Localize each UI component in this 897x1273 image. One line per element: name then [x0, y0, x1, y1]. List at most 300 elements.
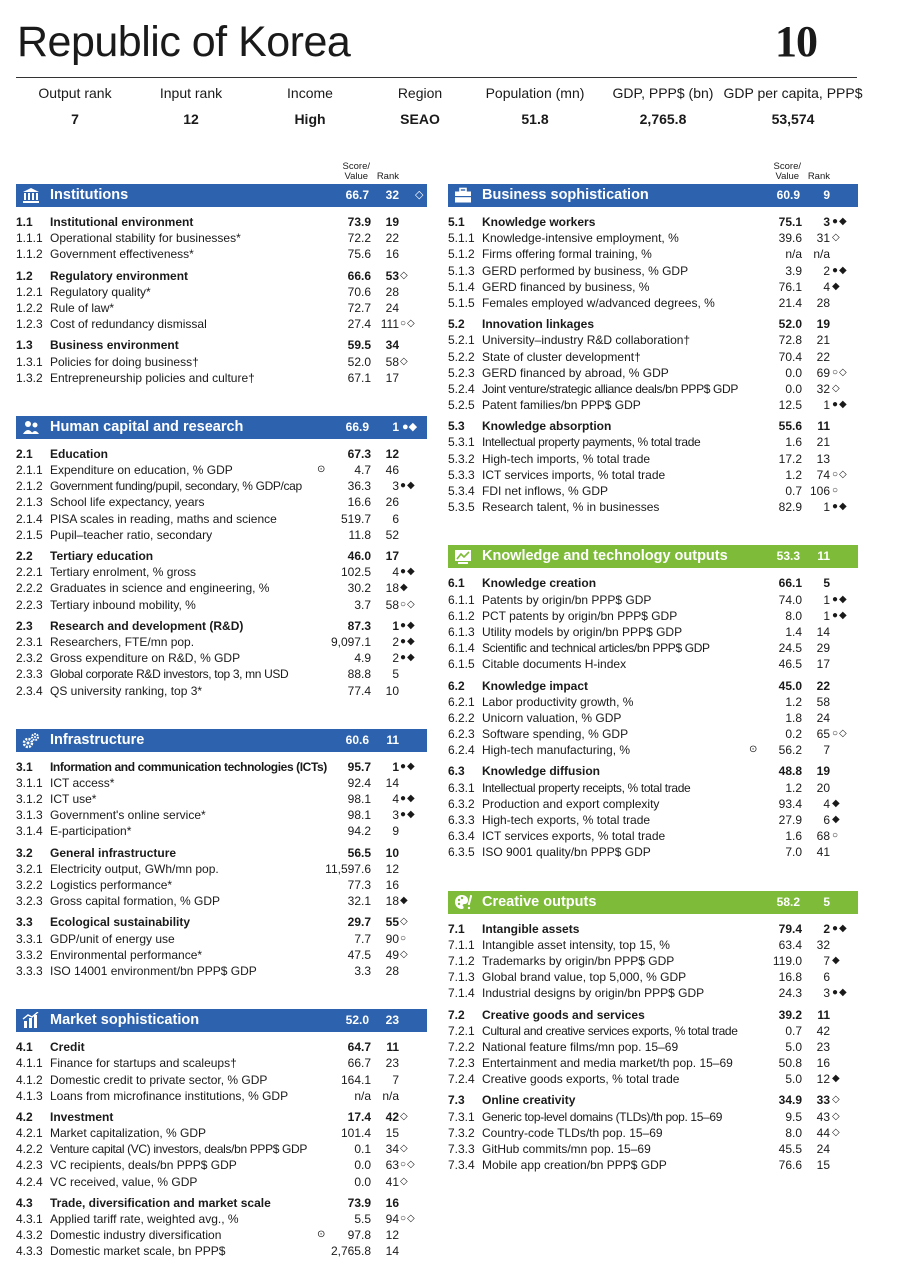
row-label: Education: [50, 446, 109, 461]
row-rank: 4: [823, 279, 830, 294]
page-number: 10: [775, 17, 817, 66]
row-number: 3.2.1: [16, 861, 43, 876]
strength-weakness-flag: ◇: [400, 1143, 409, 1155]
row-rank: 22: [385, 231, 399, 246]
pillar-spacer: [448, 528, 858, 545]
row-rank: 18: [385, 894, 399, 909]
row-number: 3.3: [16, 915, 33, 930]
pillar-rank: 11: [386, 732, 399, 747]
row-number: 7.2.1: [448, 1023, 475, 1038]
indicator-row: [16, 316, 427, 332]
row-rank: 1: [823, 500, 830, 515]
score-header-line: Value: [344, 171, 369, 182]
row-label: Gross expenditure on R&D, % GDP: [50, 651, 241, 666]
summary-gdp: [598, 84, 728, 128]
row-number: 7.3: [448, 1093, 465, 1108]
indicator-row: [448, 624, 858, 640]
pillar-score: 53.3: [776, 549, 800, 564]
row-rank: 28: [385, 284, 399, 299]
row-number: 6.3: [448, 764, 465, 779]
row-label: General infrastructure: [50, 845, 177, 860]
indicator-row: [448, 608, 858, 624]
row-label: Intellectual property payments, % total trade: [482, 435, 701, 450]
row-number: 1.3.1: [16, 354, 43, 369]
row-number: 6.2.4: [448, 743, 475, 758]
strength-weakness-flag: ◇: [400, 355, 409, 367]
row-label: High-tech manufacturing, %: [482, 743, 631, 758]
row-rank: 12: [385, 1228, 399, 1243]
indicator-row: [448, 451, 858, 467]
row-score: 45.5: [778, 1142, 802, 1156]
row-rank: 6: [392, 511, 399, 526]
strength-weakness-flag: ●◆: [400, 480, 416, 492]
row-number: 6.2: [448, 678, 465, 693]
row-rank: 7: [823, 743, 830, 758]
row-number: 3.1.3: [16, 808, 43, 823]
row-rank: 16: [816, 1056, 830, 1071]
strength-weakness-flag: ●◆: [400, 635, 416, 647]
indicator-row: [448, 349, 858, 365]
pillar-score: 52.0: [345, 1013, 369, 1028]
strength-weakness-flag: ○: [400, 932, 408, 944]
row-label: E-participation*: [50, 824, 132, 839]
pillar-flag: ◇: [415, 189, 424, 201]
indicator-row: [448, 780, 858, 796]
strength-weakness-flag: ◇: [832, 382, 841, 394]
row-score: 1.8: [785, 710, 802, 725]
row-score: 72.2: [347, 231, 371, 246]
row-rank: 23: [385, 1056, 399, 1071]
row-number: 3.1.2: [16, 792, 43, 807]
row-number: 4.1.2: [16, 1072, 43, 1087]
row-score: 519.7: [340, 511, 371, 526]
row-score: 46.0: [347, 549, 371, 563]
row-number: 7.2.3: [448, 1056, 475, 1071]
subpillar-row: [448, 316, 858, 332]
row-number: 1.2: [16, 268, 33, 283]
row-label: Tertiary education: [50, 549, 154, 563]
row-number: 4.1: [16, 1040, 33, 1055]
row-number: 5.2.2: [448, 349, 475, 364]
subpillar-row: [448, 575, 858, 591]
row-score: 5.0: [785, 1072, 802, 1087]
row-rank: 29: [816, 641, 830, 656]
row-number: 6.3.5: [448, 845, 475, 860]
row-score: 24.5: [778, 641, 802, 656]
row-label: Online creativity: [482, 1093, 576, 1108]
indicator-row: [16, 462, 427, 478]
row-rank: 12: [385, 446, 399, 461]
row-number: 7.1: [448, 921, 465, 936]
row-number: 3.1.1: [16, 775, 43, 790]
subpillar-row: [16, 1039, 427, 1055]
strength-weakness-flag: ◆: [832, 280, 841, 292]
pillar-spacer: [16, 399, 427, 416]
row-label: VC received, value, % GDP: [50, 1174, 198, 1189]
subpillar-row: [16, 337, 427, 353]
row-number: 5.1.2: [448, 247, 475, 262]
strength-weakness-flag: ●◆: [832, 922, 848, 934]
row-rank: 24: [385, 300, 399, 315]
row-number: 5.1.3: [448, 263, 475, 278]
row-score: 17.2: [778, 451, 802, 466]
row-label: Production and export complexity: [482, 796, 660, 811]
row-score: 66.7: [347, 1056, 371, 1071]
row-label: Entrepreneurship policies and culture†: [50, 370, 255, 385]
pillar-spacer: [16, 979, 427, 992]
row-rank: 1: [392, 618, 399, 633]
row-rank: 52: [385, 527, 399, 542]
pillar-spacer: [448, 515, 858, 528]
row-number: 6.3.4: [448, 829, 475, 844]
row-label: Domestic market scale, bn PPP$: [50, 1244, 226, 1259]
header-rule: [16, 77, 857, 78]
subpillar-row: [448, 214, 858, 230]
row-label: Operational stability for businesses*: [50, 231, 241, 246]
indicator-row: [16, 1055, 427, 1071]
summary-population: [470, 84, 600, 128]
summary-value: High: [294, 111, 326, 127]
strength-weakness-flag: ●◆: [400, 793, 416, 805]
row-rank: 42: [816, 1023, 830, 1038]
row-number: 6.1: [448, 576, 465, 591]
row-rank: 46: [385, 463, 399, 478]
indicator-row: [448, 812, 858, 828]
row-label: Generic top-level domains (TLDs)/th pop. 15–69: [482, 1109, 723, 1124]
row-number: 3.1: [16, 759, 33, 774]
row-score: 4.7: [354, 463, 371, 478]
row-rank: 11: [817, 419, 830, 434]
row-number: 2.1.1: [16, 463, 43, 478]
row-label: Credit: [50, 1040, 85, 1055]
row-number: 6.1.5: [448, 657, 475, 672]
row-score: 12.5: [778, 398, 802, 413]
indicator-row: [448, 592, 858, 608]
row-score: 24.3: [778, 986, 802, 1001]
row-rank: 41: [385, 1174, 399, 1189]
row-score: 11.8: [348, 527, 371, 542]
row-rank: 31: [816, 231, 830, 246]
row-rank: 9: [392, 824, 399, 839]
row-label: Rule of law*: [50, 300, 115, 315]
row-score: 119.0: [772, 953, 802, 968]
row-number: 3.2: [16, 845, 33, 860]
strength-weakness-flag: ○◇: [400, 1213, 416, 1224]
pillar-rank: 11: [817, 549, 830, 564]
row-rank: 68: [816, 829, 830, 844]
row-score: 73.9: [347, 1195, 371, 1210]
row-rank: 10: [385, 845, 399, 860]
strength-weakness-flag: ●◆: [400, 760, 416, 772]
row-rank: 4: [392, 565, 399, 580]
row-number: 4.3.1: [16, 1212, 43, 1226]
subpillar-row: [448, 678, 858, 694]
subpillar-row: [16, 845, 427, 861]
indicator-row: [448, 953, 858, 969]
indicator-row: [16, 300, 427, 316]
row-score: 67.1: [347, 370, 371, 385]
people-icon: [22, 419, 40, 436]
indicator-row: [448, 1125, 858, 1141]
row-score: 98.1: [347, 808, 371, 823]
row-score: 66.6: [347, 268, 371, 283]
row-rank: 19: [816, 764, 830, 779]
row-number: 4.2.2: [16, 1142, 43, 1157]
row-rank: 74: [816, 467, 830, 482]
pillar-score: 60.6: [345, 732, 369, 747]
row-number: 1.1.1: [16, 231, 43, 246]
row-label: Intangible asset intensity, top 15, %: [482, 937, 670, 952]
summary-label: Population (mn): [485, 85, 585, 101]
row-label: Patents by origin/bn PPP$ GDP: [482, 592, 652, 607]
indicator-row: [448, 499, 858, 515]
indicator-row: [16, 478, 427, 494]
indicator-row: [16, 963, 427, 979]
row-number: 7.2: [448, 1007, 465, 1022]
row-label: Country-code TLDs/th pop. 15–69: [482, 1125, 663, 1140]
row-number: 3.1.4: [16, 824, 43, 839]
row-label: GERD financed by abroad, % GDP: [482, 365, 669, 380]
row-score: 1.6: [785, 829, 802, 844]
row-label: Venture capital (VC) investors, deals/bn PPP$ GDP: [50, 1142, 307, 1157]
row-rank: 69: [816, 365, 830, 380]
row-number: 5.2.1: [448, 333, 475, 348]
row-number: 7.3.1: [448, 1109, 475, 1124]
summary-gdp-per-capita: [718, 84, 868, 128]
row-score: 164.1: [340, 1072, 371, 1087]
row-label: Creative goods exports, % total trade: [482, 1072, 680, 1087]
row-score: 4.9: [354, 651, 371, 666]
row-score: 0.2: [785, 727, 802, 742]
score-header: [774, 162, 801, 182]
row-label: Cost of redundancy dismissal: [50, 317, 207, 332]
pillar-score: 60.9: [776, 188, 800, 202]
row-score: 36.3: [347, 479, 371, 494]
row-label: Trademarks by origin/bn PPP$ GDP: [482, 953, 675, 968]
indicator-row: [448, 937, 858, 953]
summary-value: 7: [71, 111, 79, 127]
indicator-row: [448, 1039, 858, 1055]
indicator-row: [448, 985, 858, 1001]
row-rank: 17: [385, 549, 399, 563]
row-label: VC recipients, deals/bn PPP$ GDP: [50, 1158, 237, 1173]
indicator-row: [16, 634, 427, 650]
row-rank: 5: [823, 576, 830, 591]
row-rank: n/a: [382, 1088, 399, 1103]
row-rank: 58: [385, 597, 399, 612]
row-label: Patent families/bn PPP$ GDP: [482, 398, 641, 413]
pillar-spacer: [16, 1260, 427, 1273]
indicator-row: [448, 710, 858, 726]
indicator-row: [448, 796, 858, 812]
row-label: Government funding/pupil, secondary, % GDP/cap: [50, 479, 302, 494]
strength-weakness-flag: ◇: [400, 916, 409, 928]
row-number: 5.3.1: [448, 435, 475, 450]
row-rank: 13: [816, 451, 830, 466]
row-label: Mobile app creation/bn PPP$ GDP: [482, 1158, 667, 1173]
row-rank: 3: [823, 215, 830, 229]
indicator-row: [448, 246, 858, 262]
row-number: 2.3: [16, 618, 33, 633]
row-rank: 11: [386, 1040, 399, 1055]
pillar-name: Institutions: [50, 187, 129, 203]
row-score: 32.1: [347, 894, 371, 909]
row-number: 3.3.3: [16, 963, 43, 978]
row-rank: 12: [816, 1072, 830, 1087]
row-rank: 2: [392, 651, 399, 666]
row-label: Knowledge workers: [482, 215, 596, 229]
indicator-row: [16, 511, 427, 527]
row-label: Knowledge absorption: [482, 419, 612, 434]
row-score: 55.6: [778, 419, 802, 434]
row-number: 2.3.3: [16, 667, 43, 682]
score-header: [343, 162, 370, 182]
row-score: 102.5: [340, 565, 371, 580]
row-score: 56.5: [347, 845, 371, 860]
row-label: Knowledge creation: [482, 576, 597, 591]
indicator-row: [16, 650, 427, 666]
indicator-row: [448, 640, 858, 656]
subpillar-row: [16, 268, 427, 284]
strength-weakness-flag: ◇: [832, 1126, 841, 1138]
row-rank: 7: [823, 953, 830, 968]
row-rank: 43: [816, 1109, 830, 1124]
indicator-row: [16, 1157, 427, 1173]
row-label: High-tech exports, % total trade: [482, 813, 651, 827]
row-label: Policies for doing business†: [50, 354, 199, 369]
row-rank: 4: [392, 792, 399, 807]
row-label: Finance for startups and scaleups†: [50, 1056, 237, 1071]
row-rank: 21: [816, 435, 830, 450]
strength-weakness-flag: ●◆: [400, 652, 416, 664]
column-header: [448, 162, 858, 184]
row-label: Electricity output, GWh/mn pop.: [50, 861, 219, 876]
building-icon: [22, 187, 40, 204]
row-label: Market capitalization, % GDP: [50, 1126, 207, 1141]
row-label: Unicorn valuation, % GDP: [482, 710, 622, 725]
indicator-row: [448, 397, 858, 413]
strength-weakness-flag: ●◆: [832, 609, 848, 621]
strength-weakness-flag: ○◇: [400, 1159, 416, 1171]
row-label: ICT use*: [50, 792, 97, 807]
row-score: 50.8: [778, 1056, 802, 1071]
row-rank: 6: [823, 970, 830, 985]
row-score: 70.4: [778, 349, 802, 364]
row-label: Government's online service*: [50, 808, 206, 823]
summary-value: 51.8: [521, 111, 549, 127]
row-score: 0.0: [354, 1174, 371, 1189]
row-rank: 14: [385, 775, 399, 790]
row-number: 7.3.2: [448, 1125, 475, 1140]
row-label: Cultural and creative services exports, % total trade: [482, 1023, 738, 1038]
row-rank: 16: [385, 878, 399, 892]
pillar-name: Infrastructure: [50, 731, 145, 748]
indicator-row: [448, 1141, 858, 1157]
row-rank: 26: [385, 495, 399, 510]
row-label: Business environment: [50, 338, 179, 353]
row-rank: 1: [823, 608, 830, 623]
row-rank: 16: [385, 1195, 399, 1210]
row-number: 6.3.2: [448, 796, 475, 811]
indicator-row: [448, 844, 858, 860]
row-rank: 23: [816, 1039, 830, 1054]
pillar-header: [16, 184, 427, 207]
outdated-data-icon: ⊙: [317, 464, 326, 476]
row-score: 56.2: [778, 743, 802, 758]
row-rank: 14: [385, 1244, 399, 1259]
row-score: 75.6: [347, 247, 371, 262]
row-label: University–industry R&D collaboration†: [482, 333, 691, 348]
bar-chart-icon: [22, 1012, 40, 1029]
row-score: 74.0: [778, 592, 802, 607]
row-number: 1.2.2: [16, 300, 43, 315]
rank-header: Rank: [376, 171, 399, 182]
subpillar-row: [16, 618, 427, 634]
row-score: 5.5: [354, 1212, 371, 1226]
row-score: 0.7: [785, 484, 802, 498]
row-number: 6.1.2: [448, 608, 475, 623]
row-label: Females employed w/advanced degrees, %: [482, 295, 715, 310]
row-label: Intellectual property receipts, % total trade: [482, 780, 691, 795]
row-label: ICT access*: [50, 775, 115, 790]
row-rank: 28: [385, 963, 399, 978]
pillar-rank: 5: [823, 894, 830, 909]
row-score: n/a: [785, 247, 802, 262]
row-number: 7.1.2: [448, 953, 475, 968]
row-number: 2.1.5: [16, 527, 43, 542]
summary-value: 2,765.8: [639, 111, 687, 127]
strength-weakness-flag: ●◆: [832, 399, 848, 411]
row-rank: 41: [816, 845, 830, 860]
strength-weakness-flag: ○◇: [832, 468, 848, 480]
row-label: Environmental performance*: [50, 947, 203, 962]
row-label: Gross capital formation, % GDP: [50, 894, 221, 909]
row-label: GERD financed by business, %: [482, 279, 650, 294]
pillar-rank: 9: [823, 188, 830, 202]
row-label: Labor productivity growth, %: [482, 694, 634, 709]
column-header: [16, 162, 427, 184]
row-score: 47.5: [347, 947, 371, 962]
row-rank: 11: [817, 1007, 830, 1022]
summary-region: [355, 84, 485, 128]
row-label: High-tech imports, % total trade: [482, 451, 651, 466]
row-label: Applied tariff rate, weighted avg., %: [50, 1212, 239, 1226]
row-score: 101.4: [340, 1126, 371, 1141]
strength-weakness-flag: ◆: [832, 814, 841, 825]
subpillar-row: [16, 548, 427, 564]
row-rank: 3: [392, 808, 399, 823]
row-label: Expenditure on education, % GDP: [50, 463, 233, 478]
row-number: 2.2.1: [16, 565, 43, 580]
row-number: 7.2.2: [448, 1039, 475, 1054]
row-score: 1.2: [785, 780, 802, 795]
row-score: 27.4: [347, 317, 371, 332]
strength-weakness-flag: ◇: [400, 269, 409, 281]
gears-icon: [22, 732, 40, 749]
row-number: 5.2.3: [448, 365, 475, 380]
row-rank: 32: [816, 937, 830, 952]
row-rank: 1: [823, 592, 830, 607]
indicator-row: [16, 354, 427, 370]
row-score: 87.3: [347, 618, 371, 633]
indicator-row: [448, 332, 858, 348]
outdated-data-icon: ⊙: [317, 1229, 326, 1241]
subpillar-row: [16, 914, 427, 930]
right-column: [448, 162, 858, 1186]
indicator-row: [448, 279, 858, 295]
indicator-row: [448, 828, 858, 844]
row-score: 0.1: [354, 1142, 371, 1157]
